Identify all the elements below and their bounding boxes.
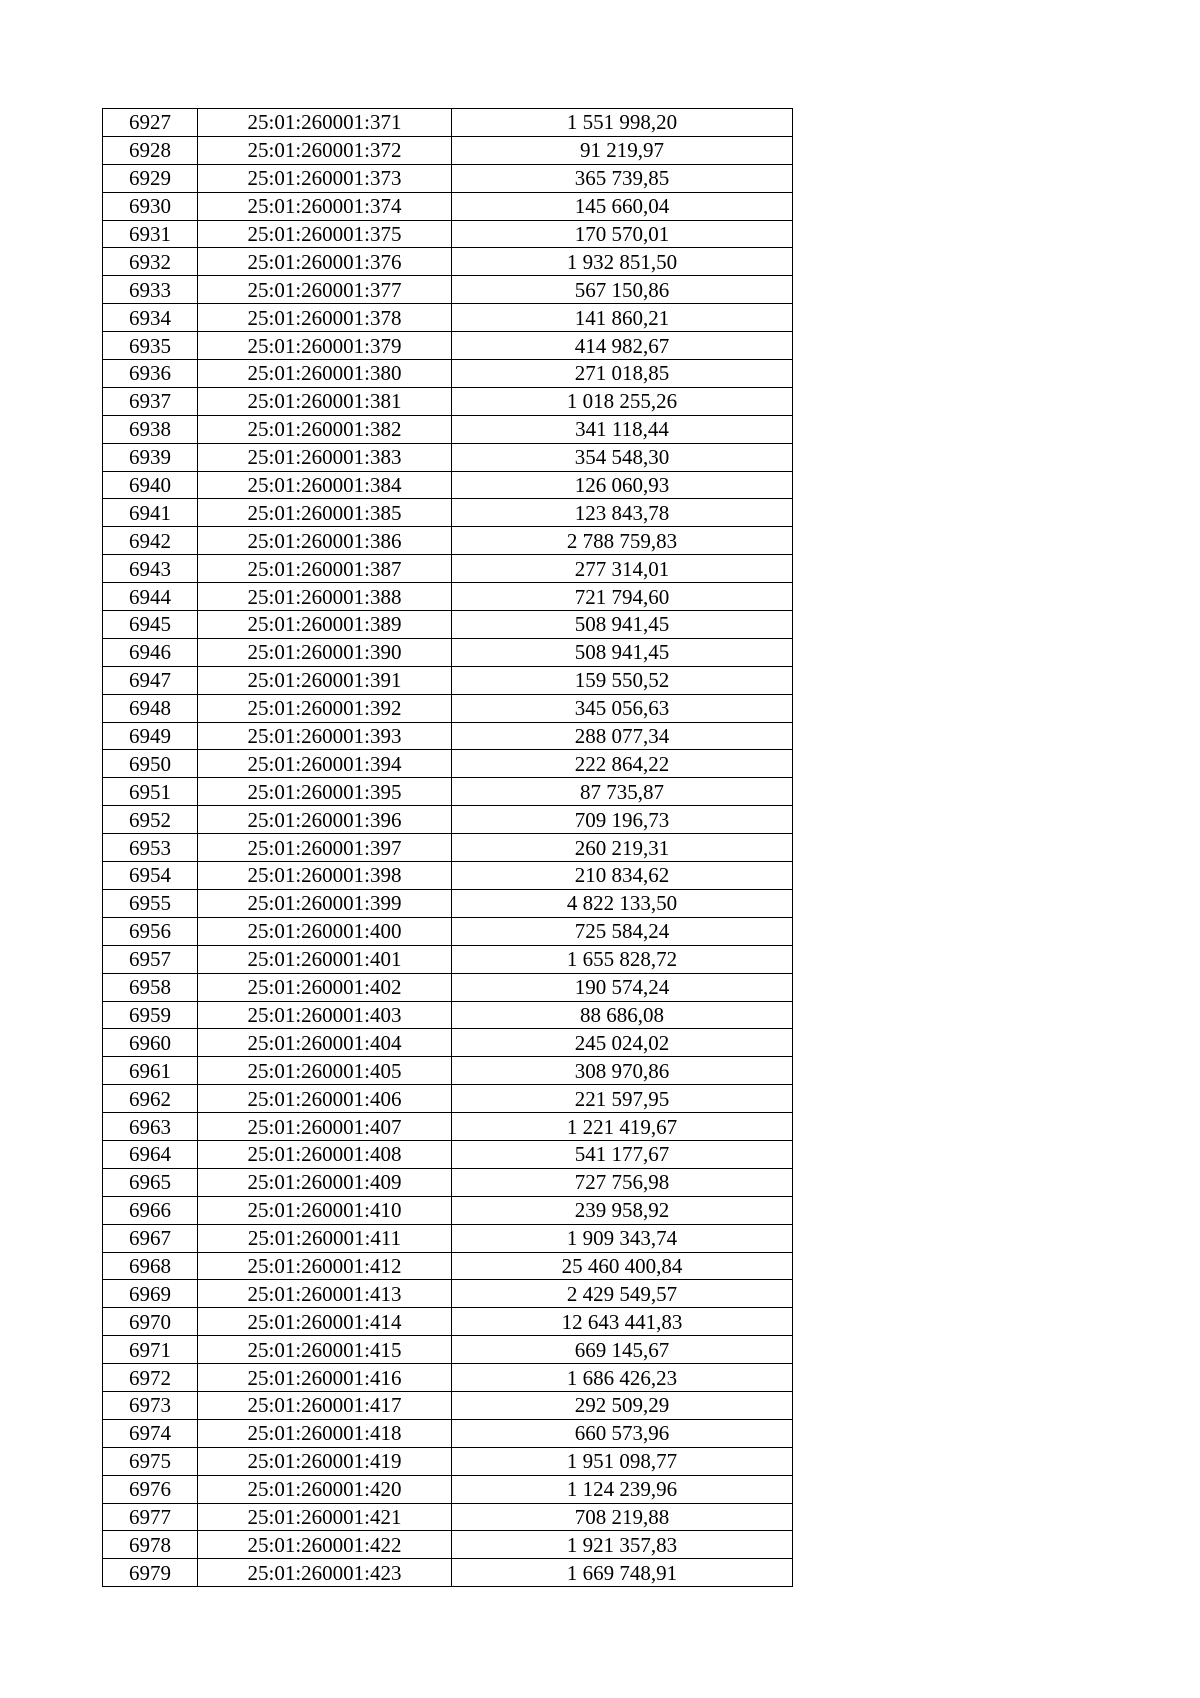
row-number-cell: 6952 <box>103 806 198 834</box>
cadastral-value-cell: 141 860,21 <box>452 304 793 332</box>
row-number-cell: 6935 <box>103 332 198 360</box>
cadastral-number-cell: 25:01:260001:381 <box>198 387 452 415</box>
cadastral-number-cell: 25:01:260001:400 <box>198 917 452 945</box>
cadastral-value-cell: 87 735,87 <box>452 778 793 806</box>
cadastral-value-cell: 345 056,63 <box>452 694 793 722</box>
row-number-cell: 6940 <box>103 471 198 499</box>
cadastral-value-cell: 1 018 255,26 <box>452 387 793 415</box>
row-number-cell: 6975 <box>103 1447 198 1475</box>
cadastral-number-cell: 25:01:260001:416 <box>198 1364 452 1392</box>
table-row <box>103 1419 793 1447</box>
table-row <box>103 192 793 220</box>
cadastral-number-cell: 25:01:260001:399 <box>198 889 452 917</box>
cadastral-value-cell: 123 843,78 <box>452 499 793 527</box>
table-row <box>103 750 793 778</box>
cadastral-value-cell: 25 460 400,84 <box>452 1252 793 1280</box>
cadastral-number-cell: 25:01:260001:418 <box>198 1419 452 1447</box>
row-number-cell: 6959 <box>103 1001 198 1029</box>
cadastral-value-cell: 1 686 426,23 <box>452 1364 793 1392</box>
cadastral-value-cell: 221 597,95 <box>452 1085 793 1113</box>
cadastral-value-cell: 709 196,73 <box>452 806 793 834</box>
row-number-cell: 6977 <box>103 1503 198 1531</box>
cadastral-value-cell: 567 150,86 <box>452 276 793 304</box>
cadastral-value-cell: 1 221 419,67 <box>452 1113 793 1141</box>
table-row <box>103 834 793 862</box>
cadastral-number-cell: 25:01:260001:417 <box>198 1391 452 1419</box>
cadastral-number-cell: 25:01:260001:407 <box>198 1113 452 1141</box>
cadastral-value-cell: 1 655 828,72 <box>452 945 793 973</box>
cadastral-value-cell: 292 509,29 <box>452 1391 793 1419</box>
cadastral-number-cell: 25:01:260001:379 <box>198 332 452 360</box>
row-number-cell: 6932 <box>103 248 198 276</box>
row-number-cell: 6969 <box>103 1280 198 1308</box>
cadastral-number-cell: 25:01:260001:408 <box>198 1140 452 1168</box>
cadastral-number-cell: 25:01:260001:378 <box>198 304 452 332</box>
row-number-cell: 6963 <box>103 1113 198 1141</box>
table-row <box>103 1308 793 1336</box>
table-row <box>103 778 793 806</box>
cadastral-value-cell: 4 822 133,50 <box>452 889 793 917</box>
cadastral-value-cell: 145 660,04 <box>452 192 793 220</box>
cadastral-number-cell: 25:01:260001:419 <box>198 1447 452 1475</box>
cadastral-value-cell: 260 219,31 <box>452 834 793 862</box>
table-row <box>103 136 793 164</box>
table-row <box>103 917 793 945</box>
row-number-cell: 6954 <box>103 862 198 890</box>
cadastral-value-cell: 12 643 441,83 <box>452 1308 793 1336</box>
row-number-cell: 6928 <box>103 136 198 164</box>
cadastral-number-cell: 25:01:260001:422 <box>198 1531 452 1559</box>
cadastral-value-cell: 508 941,45 <box>452 638 793 666</box>
row-number-cell: 6937 <box>103 387 198 415</box>
cadastral-value-cell: 660 573,96 <box>452 1419 793 1447</box>
table-row <box>103 415 793 443</box>
cadastral-value-cell: 210 834,62 <box>452 862 793 890</box>
row-number-cell: 6927 <box>103 109 198 137</box>
row-number-cell: 6950 <box>103 750 198 778</box>
cadastral-value-cell: 190 574,24 <box>452 973 793 1001</box>
cadastral-number-cell: 25:01:260001:397 <box>198 834 452 862</box>
table-row <box>103 220 793 248</box>
cadastral-value-cell: 341 118,44 <box>452 415 793 443</box>
cadastral-number-cell: 25:01:260001:410 <box>198 1196 452 1224</box>
row-number-cell: 6979 <box>103 1559 198 1587</box>
table-row <box>103 1085 793 1113</box>
row-number-cell: 6972 <box>103 1364 198 1392</box>
table-row <box>103 248 793 276</box>
cadastral-value-cell: 721 794,60 <box>452 583 793 611</box>
cadastral-value-cell: 308 970,86 <box>452 1057 793 1085</box>
table-row <box>103 1252 793 1280</box>
table-row <box>103 583 793 611</box>
row-number-cell: 6947 <box>103 666 198 694</box>
cadastral-number-cell: 25:01:260001:393 <box>198 722 452 750</box>
table-row <box>103 862 793 890</box>
cadastral-number-cell: 25:01:260001:394 <box>198 750 452 778</box>
table-row <box>103 611 793 639</box>
row-number-cell: 6964 <box>103 1140 198 1168</box>
cadastral-number-cell: 25:01:260001:386 <box>198 527 452 555</box>
table-row <box>103 471 793 499</box>
cadastral-value-cell: 414 982,67 <box>452 332 793 360</box>
cadastral-value-cell: 159 550,52 <box>452 666 793 694</box>
table-row <box>103 499 793 527</box>
table-row <box>103 1364 793 1392</box>
cadastral-number-cell: 25:01:260001:409 <box>198 1168 452 1196</box>
row-number-cell: 6967 <box>103 1224 198 1252</box>
row-number-cell: 6978 <box>103 1531 198 1559</box>
table-row <box>103 276 793 304</box>
row-number-cell: 6958 <box>103 973 198 1001</box>
table-row <box>103 1001 793 1029</box>
cadastral-number-cell: 25:01:260001:414 <box>198 1308 452 1336</box>
cadastral-number-cell: 25:01:260001:405 <box>198 1057 452 1085</box>
cadastral-value-cell: 708 219,88 <box>452 1503 793 1531</box>
table-row <box>103 555 793 583</box>
cadastral-value-cell: 508 941,45 <box>452 611 793 639</box>
cadastral-number-cell: 25:01:260001:390 <box>198 638 452 666</box>
row-number-cell: 6945 <box>103 611 198 639</box>
cadastral-number-cell: 25:01:260001:412 <box>198 1252 452 1280</box>
cadastral-number-cell: 25:01:260001:377 <box>198 276 452 304</box>
table-row <box>103 332 793 360</box>
row-number-cell: 6955 <box>103 889 198 917</box>
row-number-cell: 6944 <box>103 583 198 611</box>
table-row <box>103 1057 793 1085</box>
table-row <box>103 1391 793 1419</box>
cadastral-number-cell: 25:01:260001:420 <box>198 1475 452 1503</box>
cadastral-number-cell: 25:01:260001:391 <box>198 666 452 694</box>
table-row <box>103 1559 793 1587</box>
table-row <box>103 1447 793 1475</box>
table-row <box>103 1475 793 1503</box>
row-number-cell: 6961 <box>103 1057 198 1085</box>
table-row <box>103 1196 793 1224</box>
row-number-cell: 6971 <box>103 1336 198 1364</box>
table-row <box>103 387 793 415</box>
cadastral-value-table <box>102 108 793 1587</box>
row-number-cell: 6943 <box>103 555 198 583</box>
cadastral-value-cell: 239 958,92 <box>452 1196 793 1224</box>
row-number-cell: 6942 <box>103 527 198 555</box>
cadastral-number-cell: 25:01:260001:388 <box>198 583 452 611</box>
cadastral-number-cell: 25:01:260001:387 <box>198 555 452 583</box>
row-number-cell: 6938 <box>103 415 198 443</box>
cadastral-value-cell: 126 060,93 <box>452 471 793 499</box>
cadastral-value-cell: 727 756,98 <box>452 1168 793 1196</box>
table-row <box>103 304 793 332</box>
cadastral-value-cell: 170 570,01 <box>452 220 793 248</box>
cadastral-number-cell: 25:01:260001:383 <box>198 443 452 471</box>
cadastral-number-cell: 25:01:260001:398 <box>198 862 452 890</box>
row-number-cell: 6936 <box>103 360 198 388</box>
cadastral-number-cell: 25:01:260001:415 <box>198 1336 452 1364</box>
cadastral-value-cell: 1 669 748,91 <box>452 1559 793 1587</box>
cadastral-number-cell: 25:01:260001:384 <box>198 471 452 499</box>
table-row <box>103 973 793 1001</box>
cadastral-value-cell: 245 024,02 <box>452 1029 793 1057</box>
cadastral-number-cell: 25:01:260001:404 <box>198 1029 452 1057</box>
cadastral-number-cell: 25:01:260001:396 <box>198 806 452 834</box>
cadastral-value-cell: 669 145,67 <box>452 1336 793 1364</box>
table-row <box>103 109 793 137</box>
cadastral-number-cell: 25:01:260001:375 <box>198 220 452 248</box>
table-row <box>103 889 793 917</box>
table-row <box>103 1168 793 1196</box>
row-number-cell: 6962 <box>103 1085 198 1113</box>
cadastral-value-cell: 288 077,34 <box>452 722 793 750</box>
table-row <box>103 1503 793 1531</box>
table-row <box>103 1336 793 1364</box>
row-number-cell: 6948 <box>103 694 198 722</box>
row-number-cell: 6970 <box>103 1308 198 1336</box>
cadastral-number-cell: 25:01:260001:382 <box>198 415 452 443</box>
row-number-cell: 6973 <box>103 1391 198 1419</box>
cadastral-number-cell: 25:01:260001:374 <box>198 192 452 220</box>
row-number-cell: 6946 <box>103 638 198 666</box>
cadastral-value-cell: 277 314,01 <box>452 555 793 583</box>
cadastral-number-cell: 25:01:260001:371 <box>198 109 452 137</box>
cadastral-number-cell: 25:01:260001:411 <box>198 1224 452 1252</box>
cadastral-value-cell: 354 548,30 <box>452 443 793 471</box>
table-row <box>103 694 793 722</box>
table-row <box>103 1029 793 1057</box>
table-row <box>103 360 793 388</box>
table-row <box>103 1224 793 1252</box>
cadastral-value-cell: 1 921 357,83 <box>452 1531 793 1559</box>
row-number-cell: 6976 <box>103 1475 198 1503</box>
cadastral-value-cell: 2 429 549,57 <box>452 1280 793 1308</box>
cadastral-number-cell: 25:01:260001:373 <box>198 164 452 192</box>
cadastral-value-cell: 91 219,97 <box>452 136 793 164</box>
row-number-cell: 6956 <box>103 917 198 945</box>
cadastral-value-cell: 222 864,22 <box>452 750 793 778</box>
cadastral-number-cell: 25:01:260001:403 <box>198 1001 452 1029</box>
row-number-cell: 6929 <box>103 164 198 192</box>
cadastral-number-cell: 25:01:260001:389 <box>198 611 452 639</box>
cadastral-number-cell: 25:01:260001:402 <box>198 973 452 1001</box>
cadastral-number-cell: 25:01:260001:392 <box>198 694 452 722</box>
cadastral-number-cell: 25:01:260001:372 <box>198 136 452 164</box>
table-body <box>103 109 793 1587</box>
cadastral-number-cell: 25:01:260001:413 <box>198 1280 452 1308</box>
cadastral-value-cell: 271 018,85 <box>452 360 793 388</box>
cadastral-value-cell: 2 788 759,83 <box>452 527 793 555</box>
row-number-cell: 6968 <box>103 1252 198 1280</box>
table-row <box>103 1140 793 1168</box>
row-number-cell: 6941 <box>103 499 198 527</box>
table-row <box>103 638 793 666</box>
cadastral-value-cell: 1 932 851,50 <box>452 248 793 276</box>
table-row <box>103 945 793 973</box>
table-row <box>103 1113 793 1141</box>
row-number-cell: 6966 <box>103 1196 198 1224</box>
cadastral-number-cell: 25:01:260001:385 <box>198 499 452 527</box>
row-number-cell: 6957 <box>103 945 198 973</box>
row-number-cell: 6960 <box>103 1029 198 1057</box>
cadastral-value-cell: 88 686,08 <box>452 1001 793 1029</box>
row-number-cell: 6934 <box>103 304 198 332</box>
row-number-cell: 6933 <box>103 276 198 304</box>
cadastral-value-cell: 725 584,24 <box>452 917 793 945</box>
row-number-cell: 6949 <box>103 722 198 750</box>
row-number-cell: 6930 <box>103 192 198 220</box>
cadastral-number-cell: 25:01:260001:423 <box>198 1559 452 1587</box>
cadastral-number-cell: 25:01:260001:421 <box>198 1503 452 1531</box>
table-row <box>103 666 793 694</box>
table-row <box>103 527 793 555</box>
table-row <box>103 1280 793 1308</box>
cadastral-number-cell: 25:01:260001:376 <box>198 248 452 276</box>
cadastral-value-cell: 1 909 343,74 <box>452 1224 793 1252</box>
row-number-cell: 6953 <box>103 834 198 862</box>
cadastral-number-cell: 25:01:260001:395 <box>198 778 452 806</box>
row-number-cell: 6951 <box>103 778 198 806</box>
cadastral-value-cell: 365 739,85 <box>452 164 793 192</box>
cadastral-number-cell: 25:01:260001:406 <box>198 1085 452 1113</box>
cadastral-value-cell: 1 124 239,96 <box>452 1475 793 1503</box>
cadastral-value-cell: 541 177,67 <box>452 1140 793 1168</box>
cadastral-number-cell: 25:01:260001:401 <box>198 945 452 973</box>
table-row <box>103 1531 793 1559</box>
row-number-cell: 6939 <box>103 443 198 471</box>
row-number-cell: 6931 <box>103 220 198 248</box>
row-number-cell: 6965 <box>103 1168 198 1196</box>
cadastral-value-cell: 1 951 098,77 <box>452 1447 793 1475</box>
cadastral-number-cell: 25:01:260001:380 <box>198 360 452 388</box>
table-row <box>103 806 793 834</box>
row-number-cell: 6974 <box>103 1419 198 1447</box>
cadastral-value-cell: 1 551 998,20 <box>452 109 793 137</box>
table-row <box>103 443 793 471</box>
table-row <box>103 164 793 192</box>
table-row <box>103 722 793 750</box>
